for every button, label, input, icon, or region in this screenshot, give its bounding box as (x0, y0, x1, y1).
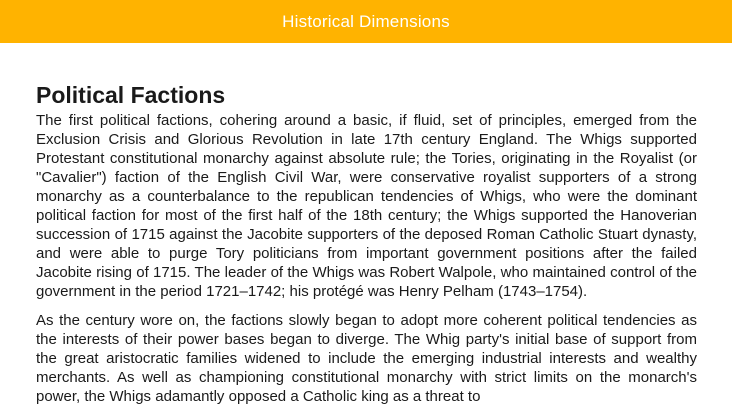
article-paragraph-1: The first political factions, cohering around a basic, if fluid, set of principles, emerged from the Exclusion Crisis and Glorious Revolution in late 17th century England. The Whigs supported Protestant constitutional monarchy against absolute rule; the Tories, originating in the Royalist (or "Cavalier") faction of the English Civil War, were conservative royalist supporters of a strong monarchy as a counterbalance to the republican tendencies of Whigs, who were the dominant political faction for most of the first half of the 18th century; the Whigs supported the Hanoverian succession of 1715 against the Jacobite supporters of the deposed Roman Catholic Stuart dynasty, and were able to purge Tory politicians from important government positions after the failed Jacobite rising of 1715. The leader of the Whigs was Robert Walpole, who maintained control of the government in the period 1721–1742; his protégé was Henry Pelham (1743–1754). (36, 112, 697, 300)
article-content (0, 43, 732, 406)
article-paragraph-2: As the century wore on, the factions slowly began to adopt more coherent political tendencies as the interests of their power bases began to diverge. The Whig party's initial base of support from the great aristocratic families widened to include the emerging industrial interests and wealthy merchants. As well as championing constitutional monarchy with strict limits on the monarch's power, the Whigs adamantly opposed a Catholic king as a threat to (36, 312, 697, 405)
app-header-title: Historical Dimensions (282, 11, 450, 31)
app-header (0, 0, 732, 43)
article-title: Political Factions (36, 82, 226, 108)
